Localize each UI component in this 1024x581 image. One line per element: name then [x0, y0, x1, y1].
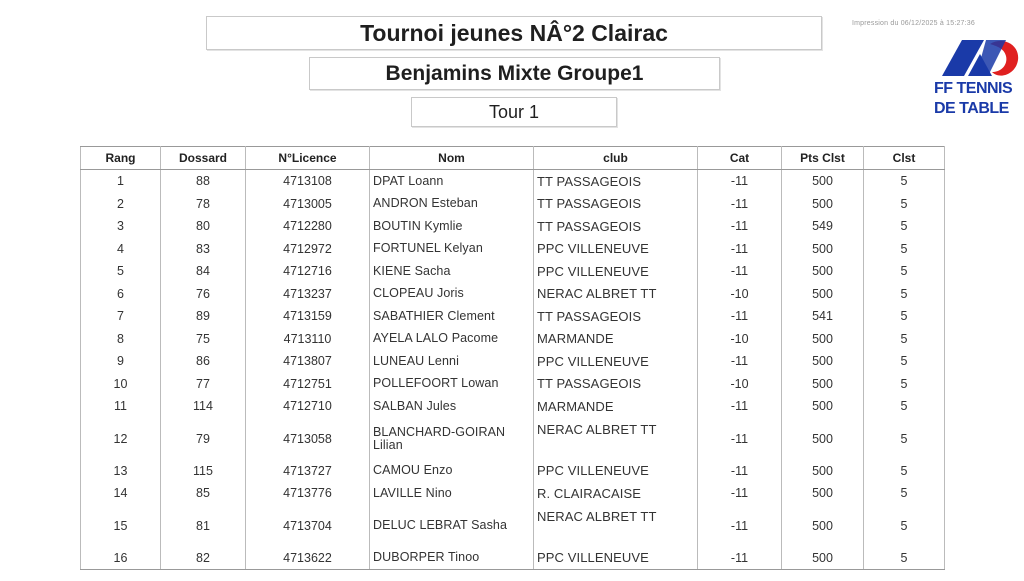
cell-nom: LUNEAU Lenni	[370, 350, 534, 373]
cell-club: TT PASSAGEOIS	[534, 373, 698, 396]
cell-pts: 549	[782, 215, 864, 238]
cell-dossard: 79	[161, 418, 246, 460]
cell-pts: 500	[782, 373, 864, 396]
page-title: Tournoi jeunes NÂ°2 Clairac	[206, 16, 822, 50]
cell-nom: CAMOU Enzo	[370, 460, 534, 483]
table-row	[81, 460, 945, 483]
cell-cat: -11	[698, 482, 782, 505]
cell-licence: 4712280	[246, 215, 370, 238]
cell-licence: 4713159	[246, 305, 370, 328]
cell-dossard: 76	[161, 283, 246, 306]
table-body	[81, 170, 945, 570]
cell-nom: BLANCHARD-GOIRAN Lilian	[370, 418, 534, 460]
cell-cat: -11	[698, 505, 782, 547]
table-row	[81, 170, 945, 193]
cell-nom: SALBAN Jules	[370, 395, 534, 418]
cell-clst: 5	[864, 482, 945, 505]
cell-rang: 11	[81, 395, 161, 418]
table-row	[81, 547, 945, 570]
cell-clst: 5	[864, 328, 945, 351]
cell-dossard: 114	[161, 395, 246, 418]
cell-pts: 500	[782, 460, 864, 483]
cell-cat: -10	[698, 373, 782, 396]
cell-cat: -11	[698, 260, 782, 283]
cell-cat: -10	[698, 328, 782, 351]
table-header-row	[81, 147, 945, 170]
cell-licence: 4713622	[246, 547, 370, 570]
cell-rang: 10	[81, 373, 161, 396]
cell-dossard: 89	[161, 305, 246, 328]
cell-licence: 4713108	[246, 170, 370, 193]
table-row	[81, 283, 945, 306]
cell-clst: 5	[864, 418, 945, 460]
table-row	[81, 238, 945, 261]
table-row	[81, 505, 945, 547]
cell-nom: POLLEFOORT Lowan	[370, 373, 534, 396]
cell-licence: 4713727	[246, 460, 370, 483]
col-header-dossard: Dossard	[161, 147, 246, 170]
cell-pts: 500	[782, 260, 864, 283]
cell-dossard: 80	[161, 215, 246, 238]
cell-rang: 5	[81, 260, 161, 283]
cell-nom: AYELA LALO Pacome	[370, 328, 534, 351]
cell-pts: 500	[782, 283, 864, 306]
cell-rang: 8	[81, 328, 161, 351]
cell-nom: DUBORPER Tinoo	[370, 547, 534, 570]
cell-licence: 4712751	[246, 373, 370, 396]
table-row	[81, 350, 945, 373]
cell-pts: 500	[782, 170, 864, 193]
cell-rang: 9	[81, 350, 161, 373]
cell-clst: 5	[864, 238, 945, 261]
cell-dossard: 115	[161, 460, 246, 483]
cell-clst: 5	[864, 260, 945, 283]
cell-club: MARMANDE	[534, 395, 698, 418]
table-row	[81, 328, 945, 351]
group-title: Benjamins Mixte Groupe1	[309, 57, 720, 90]
results-table	[80, 146, 945, 570]
table-row	[81, 305, 945, 328]
cell-rang: 1	[81, 170, 161, 193]
cell-dossard: 86	[161, 350, 246, 373]
cell-pts: 500	[782, 193, 864, 216]
cell-rang: 15	[81, 505, 161, 547]
logo-line-1: FF TENNIS	[934, 80, 1013, 97]
cell-cat: -11	[698, 305, 782, 328]
table-row	[81, 418, 945, 460]
cell-pts: 500	[782, 328, 864, 351]
cell-nom: ANDRON Esteban	[370, 193, 534, 216]
cell-clst: 5	[864, 170, 945, 193]
cell-nom: FORTUNEL Kelyan	[370, 238, 534, 261]
cell-club: PPC VILLENEUVE	[534, 238, 698, 261]
cell-nom: DELUC LEBRAT Sasha	[370, 505, 534, 547]
cell-licence: 4713058	[246, 418, 370, 460]
cell-cat: -11	[698, 238, 782, 261]
cell-licence: 4713807	[246, 350, 370, 373]
cell-pts: 500	[782, 350, 864, 373]
fftt-logo	[934, 38, 1024, 126]
col-header-cat: Cat	[698, 147, 782, 170]
cell-clst: 5	[864, 505, 945, 547]
cell-dossard: 78	[161, 193, 246, 216]
cell-clst: 5	[864, 350, 945, 373]
cell-cat: -10	[698, 283, 782, 306]
cell-licence: 4713704	[246, 505, 370, 547]
cell-cat: -11	[698, 215, 782, 238]
cell-club: TT PASSAGEOIS	[534, 215, 698, 238]
table-row	[81, 215, 945, 238]
cell-club: NERAC ALBRET TT	[534, 283, 698, 306]
col-header-nom: Nom	[370, 147, 534, 170]
table-row	[81, 260, 945, 283]
cell-cat: -11	[698, 460, 782, 483]
cell-cat: -11	[698, 193, 782, 216]
cell-club: TT PASSAGEOIS	[534, 193, 698, 216]
round-title: Tour 1	[411, 97, 617, 127]
cell-rang: 4	[81, 238, 161, 261]
cell-licence: 4713005	[246, 193, 370, 216]
cell-club: NERAC ALBRET TT	[534, 418, 698, 460]
cell-nom: CLOPEAU Joris	[370, 283, 534, 306]
cell-dossard: 82	[161, 547, 246, 570]
cell-nom: SABATHIER Clement	[370, 305, 534, 328]
cell-nom: KIENE Sacha	[370, 260, 534, 283]
print-timestamp: Impression du 06/12/2025 à 15:27:36	[852, 20, 975, 27]
cell-pts: 500	[782, 238, 864, 261]
cell-rang: 13	[81, 460, 161, 483]
cell-pts: 500	[782, 547, 864, 570]
cell-club: MARMANDE	[534, 328, 698, 351]
cell-clst: 5	[864, 460, 945, 483]
cell-nom: BOUTIN Kymlie	[370, 215, 534, 238]
cell-club: PPC VILLENEUVE	[534, 460, 698, 483]
col-header-licence: N°Licence	[246, 147, 370, 170]
cell-club: TT PASSAGEOIS	[534, 170, 698, 193]
cell-rang: 3	[81, 215, 161, 238]
cell-pts: 500	[782, 482, 864, 505]
cell-clst: 5	[864, 283, 945, 306]
table-row	[81, 193, 945, 216]
cell-licence: 4713110	[246, 328, 370, 351]
logo-line-2: DE TABLE	[934, 100, 1009, 117]
cell-licence: 4713776	[246, 482, 370, 505]
cell-dossard: 84	[161, 260, 246, 283]
fftt-logo-icon	[940, 38, 1024, 78]
cell-cat: -11	[698, 395, 782, 418]
cell-cat: -11	[698, 418, 782, 460]
cell-clst: 5	[864, 215, 945, 238]
cell-clst: 5	[864, 305, 945, 328]
cell-rang: 2	[81, 193, 161, 216]
cell-licence: 4713237	[246, 283, 370, 306]
cell-licence: 4712972	[246, 238, 370, 261]
cell-dossard: 81	[161, 505, 246, 547]
cell-pts: 500	[782, 418, 864, 460]
cell-licence: 4712710	[246, 395, 370, 418]
table-row	[81, 373, 945, 396]
cell-club: PPC VILLENEUVE	[534, 350, 698, 373]
cell-club: PPC VILLENEUVE	[534, 260, 698, 283]
cell-dossard: 77	[161, 373, 246, 396]
cell-pts: 541	[782, 305, 864, 328]
table-row	[81, 482, 945, 505]
cell-cat: -11	[698, 547, 782, 570]
cell-club: R. CLAIRACAISE	[534, 482, 698, 505]
cell-rang: 16	[81, 547, 161, 570]
cell-dossard: 83	[161, 238, 246, 261]
cell-clst: 5	[864, 395, 945, 418]
cell-rang: 14	[81, 482, 161, 505]
cell-club: NERAC ALBRET TT	[534, 505, 698, 547]
cell-rang: 12	[81, 418, 161, 460]
cell-cat: -11	[698, 170, 782, 193]
col-header-rang: Rang	[81, 147, 161, 170]
cell-licence: 4712716	[246, 260, 370, 283]
cell-club: TT PASSAGEOIS	[534, 305, 698, 328]
cell-dossard: 88	[161, 170, 246, 193]
col-header-clst: Clst	[864, 147, 945, 170]
cell-dossard: 85	[161, 482, 246, 505]
cell-rang: 6	[81, 283, 161, 306]
table-row	[81, 395, 945, 418]
cell-clst: 5	[864, 193, 945, 216]
cell-club: PPC VILLENEUVE	[534, 547, 698, 570]
cell-nom: LAVILLE Nino	[370, 482, 534, 505]
cell-nom: DPAT Loann	[370, 170, 534, 193]
cell-clst: 5	[864, 547, 945, 570]
cell-dossard: 75	[161, 328, 246, 351]
cell-pts: 500	[782, 505, 864, 547]
cell-cat: -11	[698, 350, 782, 373]
col-header-pts-clst: Pts Clst	[782, 147, 864, 170]
cell-rang: 7	[81, 305, 161, 328]
cell-pts: 500	[782, 395, 864, 418]
col-header-club: club	[534, 147, 698, 170]
cell-clst: 5	[864, 373, 945, 396]
